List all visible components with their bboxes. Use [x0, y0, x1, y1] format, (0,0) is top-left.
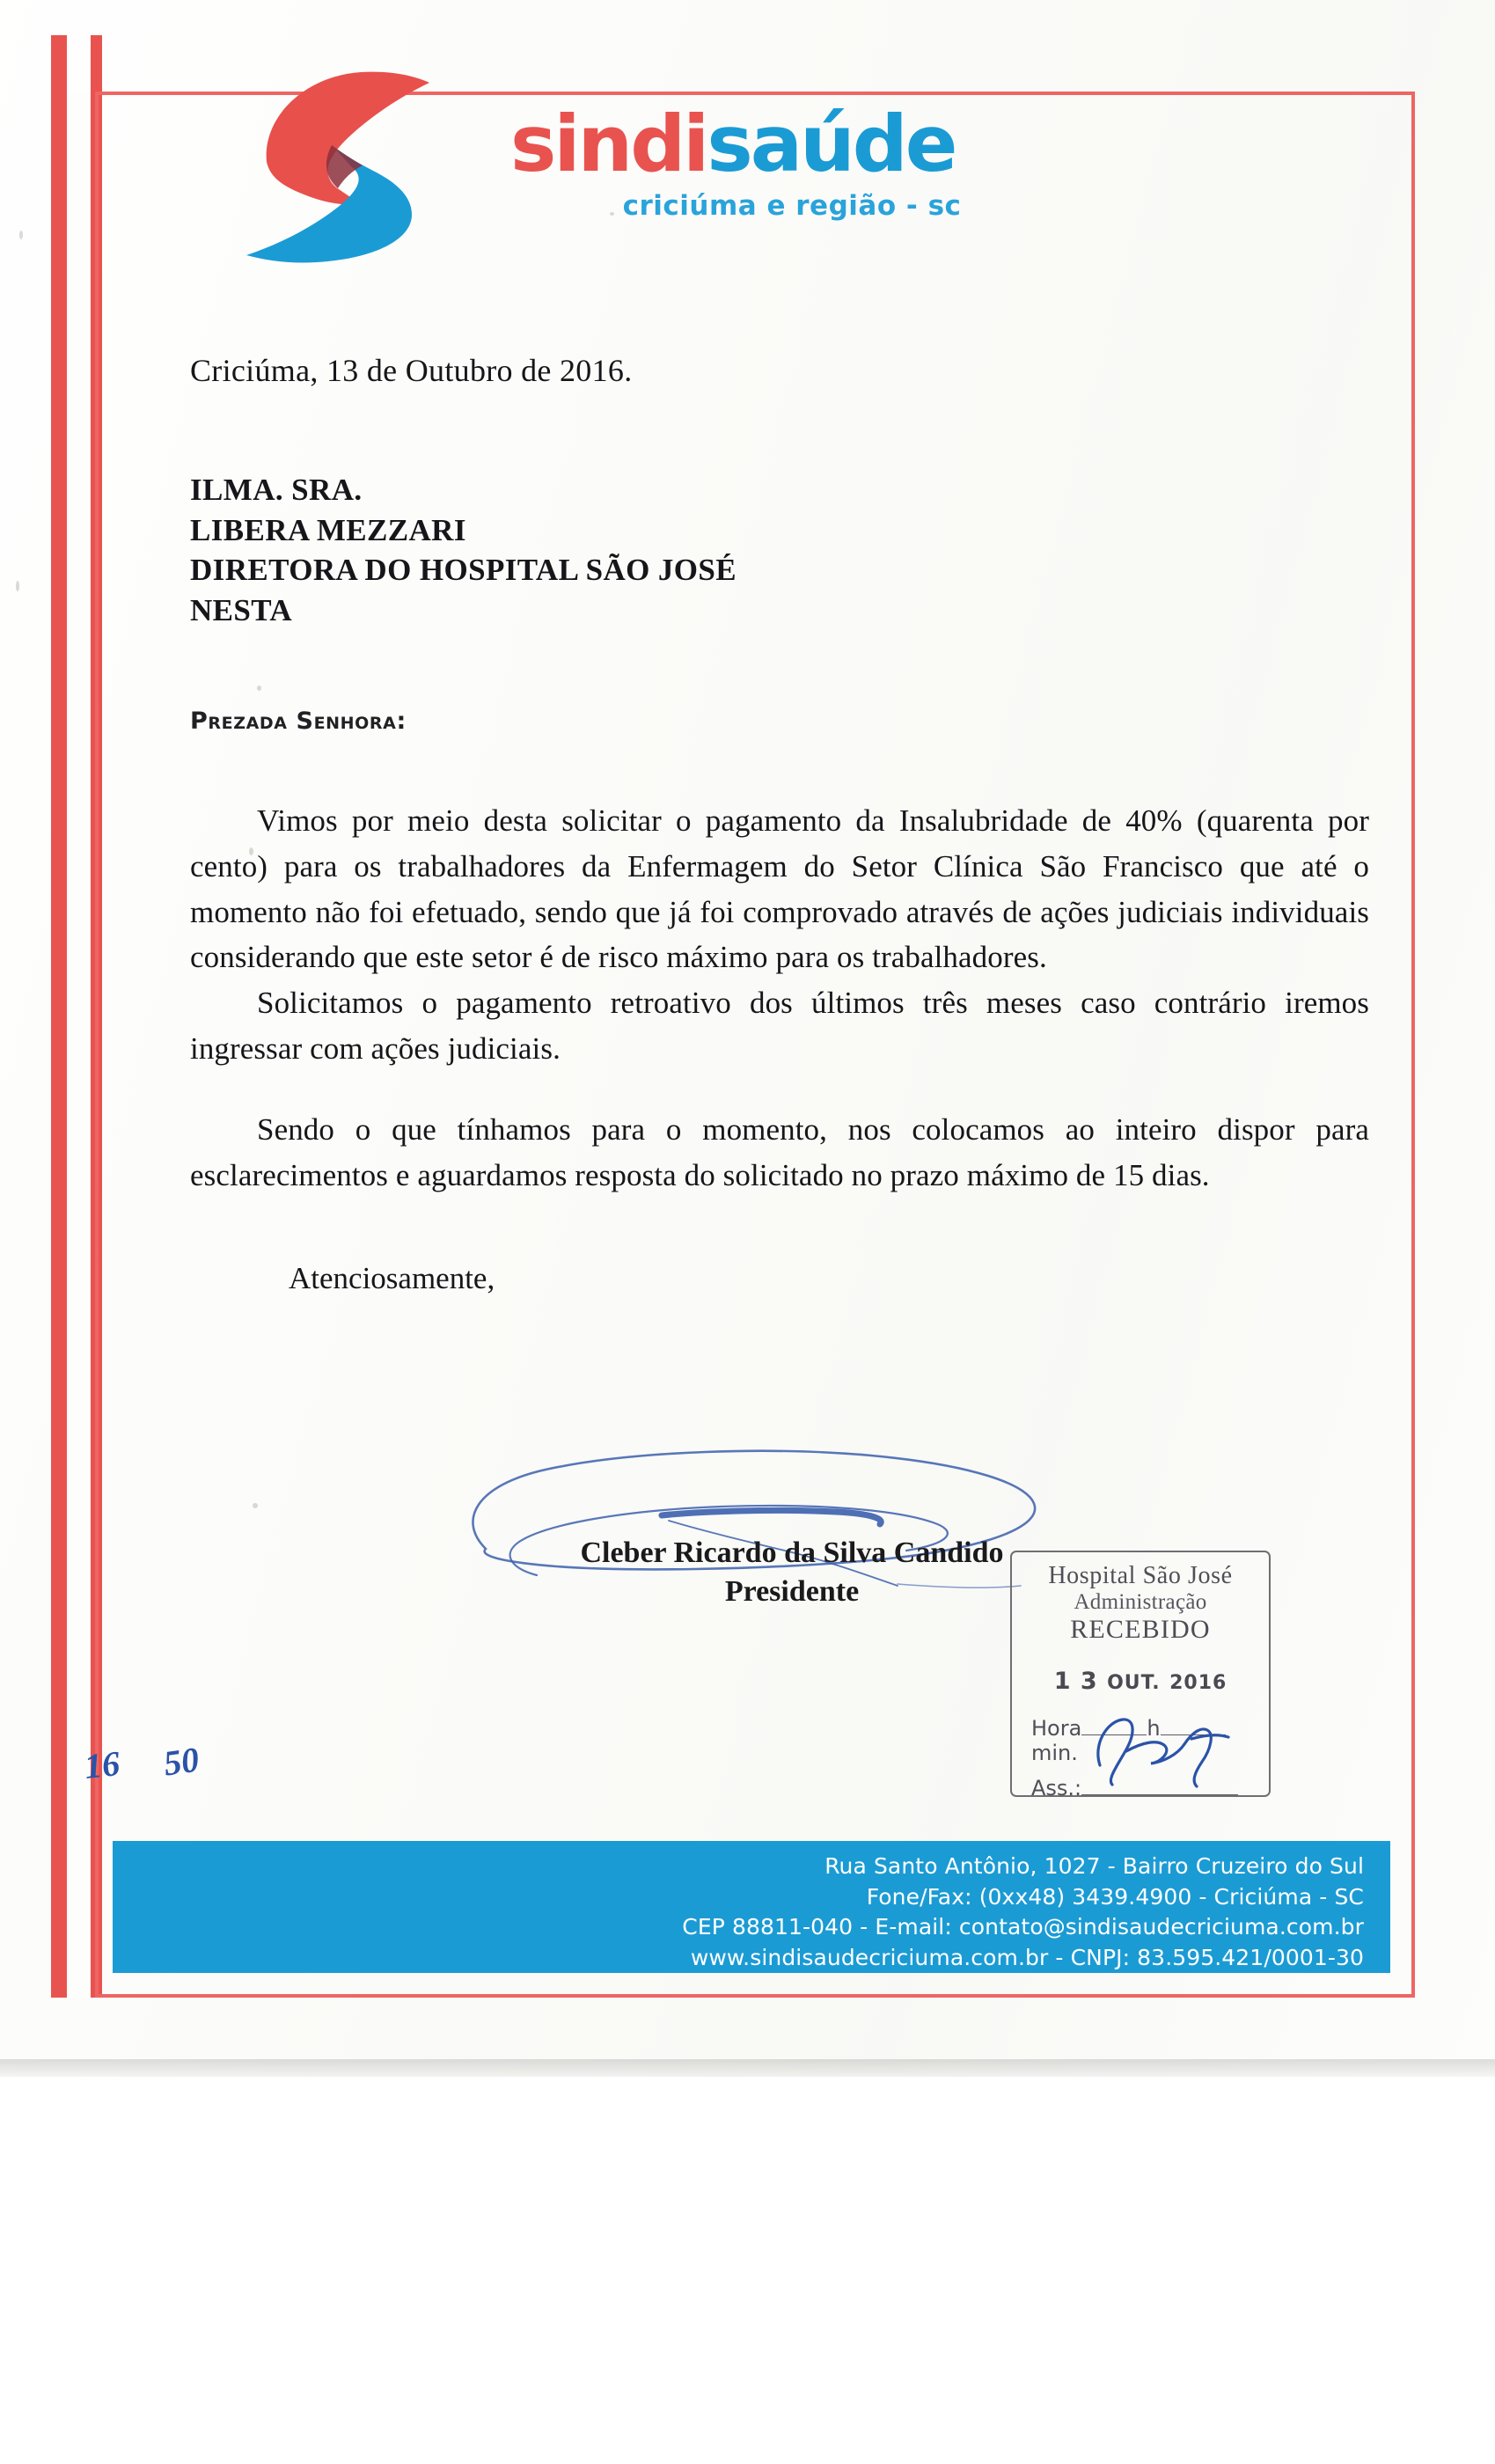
addressee-line-4: NESTA — [190, 592, 293, 627]
footer-line-address: Rua Santo Antônio, 1027 - Bairro Cruzeiro do Sul — [824, 1853, 1364, 1879]
logo-tagline: criciúma e região - sc — [622, 190, 962, 222]
footer-contact-band — [113, 1841, 1390, 1973]
stamp-date — [1012, 1668, 1269, 1695]
stamp-department: Administração — [1074, 1590, 1207, 1614]
stamp-hour-label: Hora — [1031, 1716, 1082, 1741]
frame-left-gap-mask — [67, 92, 91, 1998]
closing-line: Atenciosamente, — [289, 1261, 495, 1296]
body-paragraph-1: Vimos por meio desta solicitar o pagamento da Insalubridade de 40% (quarenta por cento) para os trabalhadores da Enfermagem do Setor Clínica São Francisco que até o momento não foi efetuado, sendo que já foi comprovado através de ações judiciais individuais considerando que este setor é de risco máximo para os trabalhadores. — [190, 803, 1369, 975]
logo-wordmark — [510, 99, 1162, 222]
date-line: Criciúma, 13 de Outubro de 2016. — [190, 353, 633, 388]
body-paragraph-3: Sendo o que tínhamos para o momento, nos colocamos ao inteiro dispor para esclarecimentos e aguardamos resposta do solicitado no prazo máximo de 15 dias. — [190, 1111, 1369, 1192]
letter-paragraphs — [190, 798, 1369, 1198]
stamp-status: RECEBIDO — [1070, 1615, 1211, 1644]
footer-line-email: CEP 88811-040 - E-mail: contato@sindisaudecriciuma.com.br — [682, 1914, 1364, 1940]
stamp-day: 1 3 — [1053, 1668, 1098, 1695]
received-stamp — [1010, 1551, 1271, 1800]
stamp-month: OUT. — [1107, 1672, 1161, 1694]
signatory-name: Cleber Ricardo da Silva Candido — [580, 1536, 1004, 1569]
footer-contact-text — [682, 1852, 1364, 1973]
footer-line-website: www.sindisaudecriciuma.com.br - CNPJ: 83.595.421/0001-30 — [690, 1944, 1364, 1970]
logo-name-sindi: sindi — [510, 99, 707, 189]
signatory-role: Presidente — [724, 1575, 860, 1608]
scan-speck — [19, 231, 23, 239]
s-swoosh-logo-icon — [211, 63, 502, 266]
body-paragraph-2: Solicitamos o pagamento retroativo dos últimos três meses caso contrário iremos ingressar com ações judiciais. — [190, 986, 1369, 1066]
stamp-year: 2016 — [1169, 1672, 1228, 1694]
letter-content — [190, 352, 1369, 1296]
scan-speck — [16, 581, 19, 591]
stamp-handwritten-hour: 16 — [82, 1743, 122, 1786]
stamp-hour-separator: h — [1147, 1716, 1161, 1741]
logo-name — [510, 99, 1162, 189]
swoosh-red-shape — [267, 72, 429, 205]
sindisaude-logo — [132, 53, 1188, 282]
page-background-outside-scan — [0, 2077, 1495, 2464]
swoosh-overlap-shade — [326, 145, 363, 188]
footer-line-phone: Fone/Fax: (0xx48) 3439.4900 - Criciúma - SC — [866, 1883, 1364, 1910]
stamp-signature-label: Ass.: — [1031, 1776, 1082, 1800]
salutation: Prezada Senhora: — [190, 708, 407, 735]
stamp-minute-label: min. — [1031, 1741, 1078, 1765]
stamp-handwritten-signature-icon — [1081, 1704, 1248, 1788]
addressee-line-1: ILMA. SRA. — [190, 473, 363, 507]
addressee-line-2: LIBERA MEZZARI — [190, 512, 466, 547]
addressee-block — [190, 470, 1369, 630]
stamp-organization: Hospital São José — [1048, 1562, 1233, 1589]
logo-name-saude: saúde — [707, 99, 956, 189]
stamp-handwritten-minute: 50 — [161, 1739, 202, 1784]
addressee-line-3: DIRETORA DO HOSPITAL SÃO JOSÉ — [190, 553, 737, 587]
letterhead-red-bar-outer — [51, 35, 67, 1998]
